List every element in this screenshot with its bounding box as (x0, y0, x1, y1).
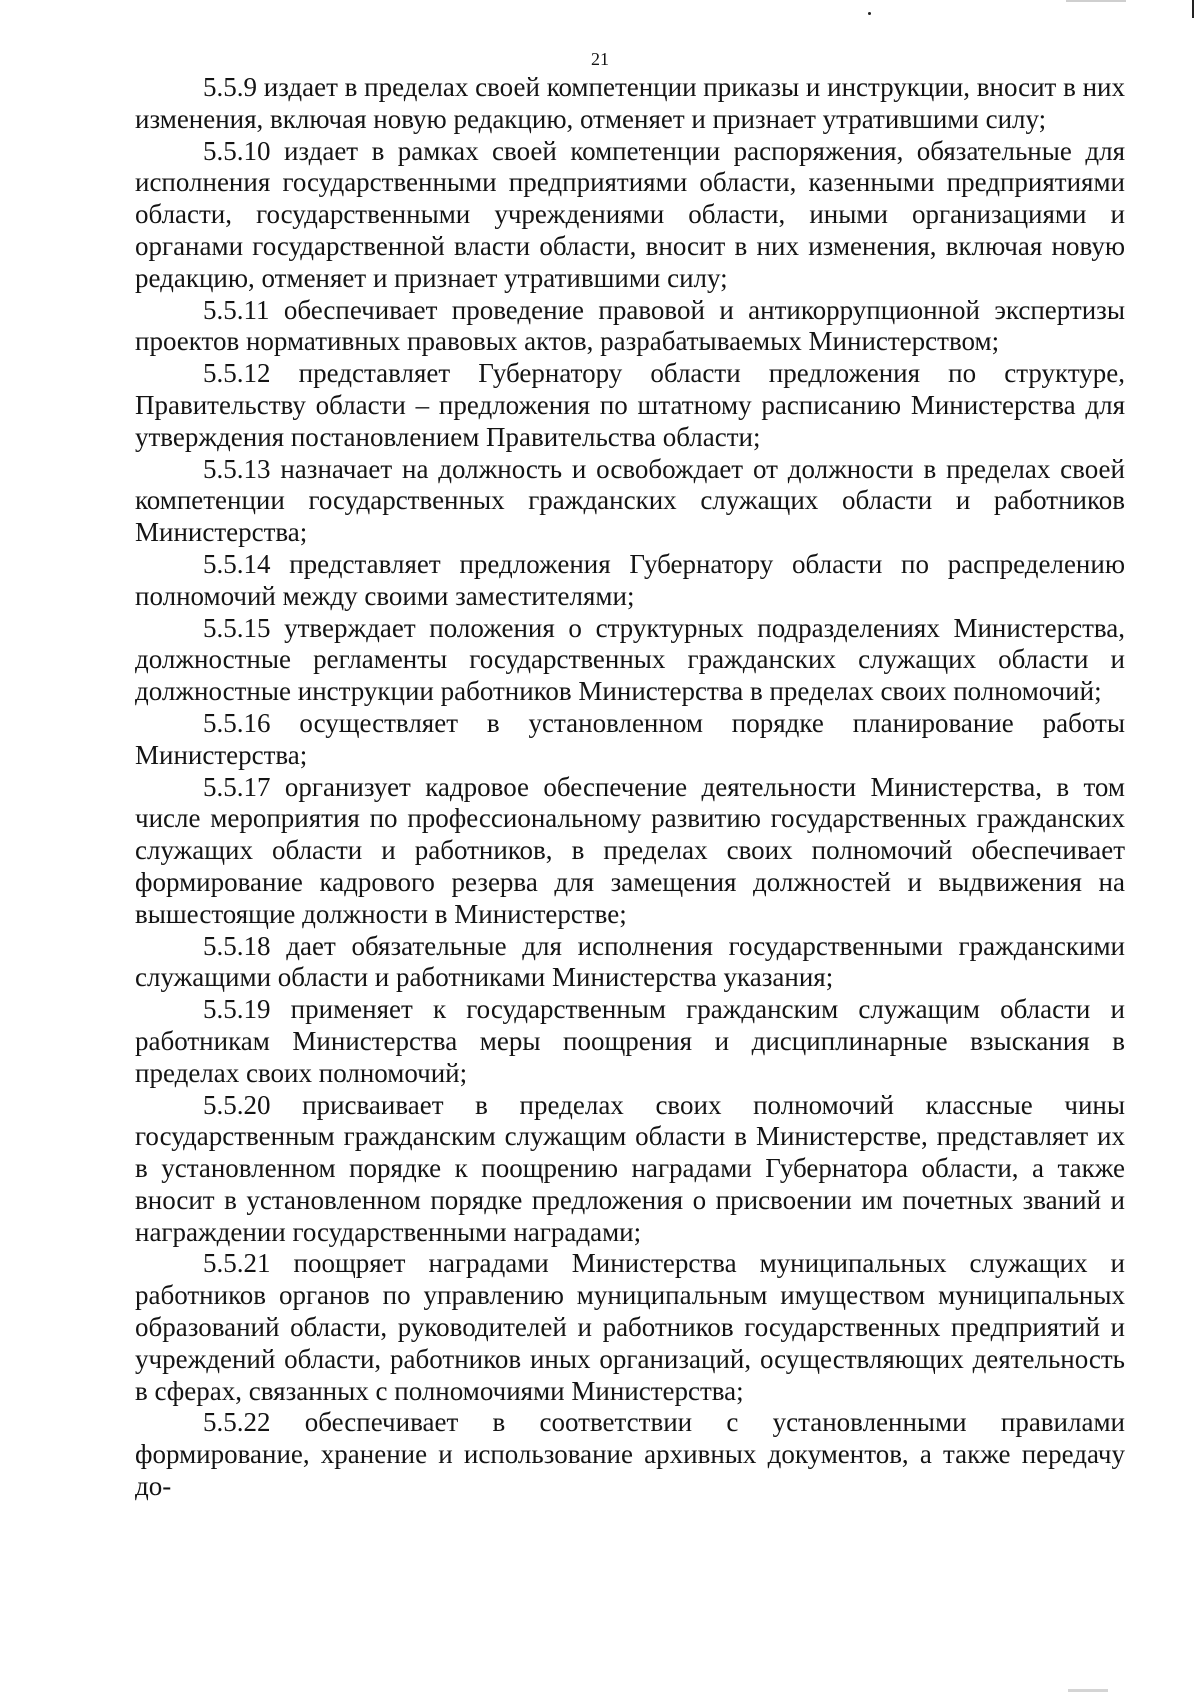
paragraph-5-5-21: 5.5.21 поощряет наградами Министерства муниципальных служащих и работников органов по управлению муниципальным имуществом муниципальных образований области, руководителей и работников государственных предприятий и учреждений области, работников иных организаций, осуществляющих деятельность в сферах, связанных с полномочиями Министерства; (135, 1248, 1125, 1406)
document-body (135, 72, 1125, 1503)
paragraph-5-5-18: 5.5.18 дает обязательные для исполнения государственными гражданскими служащими области и работниками Министерства указания; (135, 930, 1125, 993)
paragraph-5-5-20: 5.5.20 присваивает в пределах своих полномочий классные чины государственным гражданским служащим области в Министерстве, представляет их в установленном порядке к поощрению наградами Губернатора области, а также вносит в установленном порядке предложения о присвоении им почетных званий и награждении государственными наградами; (135, 1089, 1125, 1247)
paragraph-5-5-15: 5.5.15 утверждает положения о структурных подразделениях Министерства, должностные регламенты государственных гражданских служащих области и должностные инструкции работников Министерства в пределах своих полномочий; (135, 612, 1125, 707)
paragraph-5-5-16: 5.5.16 осуществляет в установленном порядке планирование работы Министерства; (135, 707, 1125, 770)
paragraph-5-5-12: 5.5.12 представляет Губернатору области предложения по структуре, Правительству области – предложения по штатному расписанию Министерства для утверждения постановлением Правительства области; (135, 358, 1125, 452)
paragraph-5-5-11: 5.5.11 обеспечивает проведение правовой и антикоррупционной экспертизы проектов нормативных правовых актов, разрабатываемых Министерством; (135, 294, 1125, 357)
paragraph-5-5-10: 5.5.10 издает в рамках своей компетенции распоряжения, обязательные для исполнения государственными предприятиями области, казенными предприятиями области, государственными учреждениями области, иными организациями и органами государственной власти области, вносит в них изменения, включая новую редакцию, отменяет и признает утратившими силу; (135, 135, 1125, 293)
scan-edge-shadow-bottom (1068, 1689, 1108, 1692)
paragraph-5-5-9: 5.5.9 издает в пределах своей компетенции приказы и инструкции, вносит в них изменения, включая новую редакцию, отменяет и признает утратившими силу; (135, 72, 1125, 134)
scan-edge-shadow (1066, 0, 1126, 2)
scan-dust-dot (868, 12, 871, 15)
paragraph-5-5-13: 5.5.13 назначает на должность и освобождает от должности в пределах своей компетенции государственных гражданских служащих области и работников Министерства; (135, 453, 1125, 548)
page-number: 21 (591, 49, 609, 69)
scan-edge-mark (1192, 0, 1194, 18)
paragraph-5-5-17: 5.5.17 организует кадровое обеспечение деятельности Министерства, в том числе мероприятия по профессиональному развитию государственных гражданских служащих области и работников, в пределах своих полномочий обеспечивает формирование кадрового резерва для замещения должностей и выдвижения на вышестоящие должности в Министерстве; (135, 771, 1125, 929)
paragraph-5-5-19: 5.5.19 применяет к государственным гражданским служащим области и работникам Министерства меры поощрения и дисциплинарные взыскания в пределах своих полномочий; (135, 994, 1125, 1088)
paragraph-5-5-14: 5.5.14 представляет предложения Губернатору области по распределению полномочий между своими заместителями; (135, 548, 1125, 611)
paragraph-5-5-22: 5.5.22 обеспечивает в соответствии с установленными правилами формирование, хранение и использование архивных документов, а также передачу до- (135, 1407, 1125, 1502)
